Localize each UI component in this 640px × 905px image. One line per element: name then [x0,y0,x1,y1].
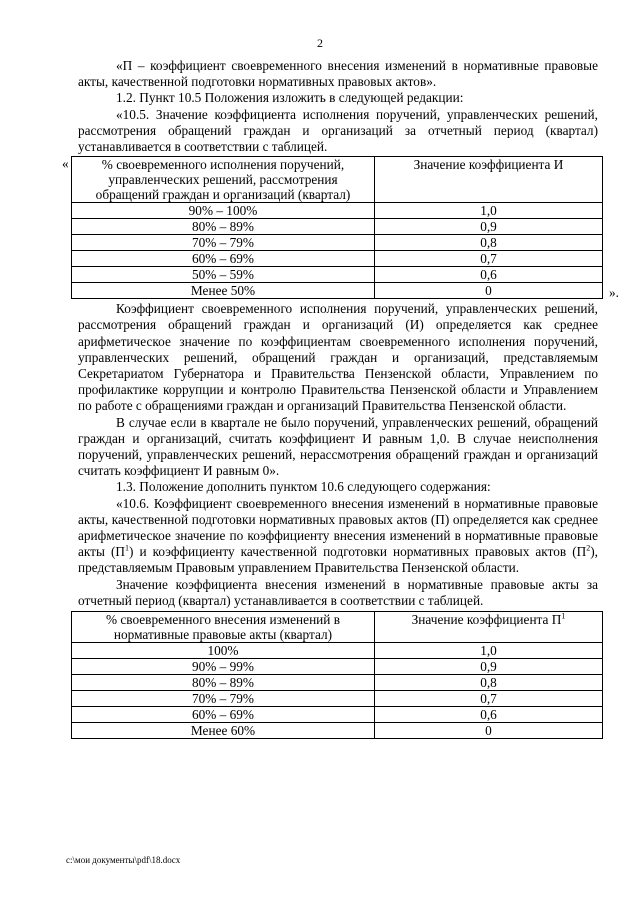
table-2-header-row [72,612,603,643]
table-2-header-value-text: Значение коэффициента П [411,612,562,628]
table-cell-value: 0 [375,283,603,299]
table-cell-range: Менее 50% [72,283,375,299]
table-cell-value: 0,7 [375,691,603,707]
footer-file-path: c:\мои документы\pdf\18.docx [66,855,181,865]
paragraph-10-5: «10.5. Значение коэффициента исполнения поручений, управленческих решений, рассмотрения обращений граждан и организаций за отчетный период (квартал) устанавливается в соответствии с таблицей. [78,106,598,155]
paragraph-clause-1-2: 1.2. Пункт 10.5 Положения изложить в следующей редакции: [116,90,464,106]
paragraph-p-definition: «П – коэффициент своевременного внесения изменений в нормативные правовые акты, качественной подготовки нормативных правовых актов». [78,58,598,90]
table-row [72,675,603,691]
table-cell-value: 0,8 [375,235,603,251]
table-cell-value: 0,9 [375,659,603,675]
table-row [72,251,603,267]
table-cell-value: 0,8 [375,675,603,691]
table-row [72,203,603,219]
table-1-header-value: Значение коэффициента И [375,157,603,203]
table-2-header-range: % своевременного внесения изменений в нормативные правовые акты (квартал) [72,612,375,643]
table-cell-range: 70% – 79% [72,235,375,251]
table-row [72,723,603,739]
table-cell-value: 0 [375,723,603,739]
table-row [72,643,603,659]
paragraph-10-6-part3: ), представляемым Правовым управлением Правительства Пензенской области. [78,544,598,576]
table-2 [71,611,603,739]
table-cell-value: 0,6 [375,267,603,283]
table-cell-value: 0,7 [375,251,603,267]
paragraph-10-6-part1: «10.6. Коэффициент своевременного внесения изменений в нормативные правовые акты, качественной подготовки нормативных правовых актов (П) определяется как среднее арифметическое значение по коэффициенту внесения изменений в нормативные правовые акты (П [78,495,598,560]
table-row [72,659,603,675]
table-cell-range: 70% – 79% [72,691,375,707]
table-1-wrapper [62,156,619,301]
table-row [72,267,603,283]
paragraph-no-orders: В случае если в квартале не было поручений, управленческих решений, обращений граждан и организаций, считать коэффициент И равным 1,0. В случае неисполнения поручений, управленческих решений, нерассмотрения обращений граждан и организаций считать коэффициент И равным 0». [78,414,598,479]
table-cell-range: 90% – 99% [72,659,375,675]
table-cell-range: 50% – 59% [72,267,375,283]
table-1-header-row [72,157,603,203]
table-row [72,235,603,251]
table-row [72,707,603,723]
table-cell-range: 80% – 89% [72,675,375,691]
table-cell-value: 0,9 [375,219,603,235]
table-2-header-value [375,612,603,643]
table-row [72,219,603,235]
table-1 [71,156,603,299]
table-cell-range: 100% [72,643,375,659]
table-1-header-range: % своевременного исполнения поручений, управленческих решений, рассмотрения обращений граждан и организаций (квартал) [72,157,375,203]
table-cell-range: Менее 60% [72,723,375,739]
superscript-2: 2 [586,543,591,553]
table-cell-range: 60% – 69% [72,251,375,267]
paragraph-10-6 [78,496,598,577]
table-cell-range: 80% – 89% [72,219,375,235]
page-number: 2 [317,36,323,50]
paragraph-clause-1-3: 1.3. Положение дополнить пунктом 10.6 следующего содержания: [116,479,491,495]
document-body [62,58,619,739]
table-cell-range: 60% – 69% [72,707,375,723]
table-cell-value: 0,6 [375,707,603,723]
paragraph-coefficient-i: Коэффициент своевременного исполнения поручений, управленческих решений, рассмотрения обращений граждан и организаций (И) определяется как среднее арифметическое значение по коэффициентам своевременного исполнения поручений, управленческих решений, обращений граждан и организаций, представляемым Секретариатом Губернатора и Правительства Пензенской области, Управлением по профилактике коррупции и контролю Правительства Пензенской области и Управлением по работе с обращениями граждан и организаций Правительства Пензенской области. [78,301,598,414]
paragraph-table-2-intro: Значение коэффициента внесения изменений в нормативные правовые акты за отчетный период (квартал) устанавливается в соответствии с таблицей. [78,576,598,608]
table-row [72,691,603,707]
table-row [72,283,603,299]
table-cell-value: 1,0 [375,643,603,659]
superscript-1: 1 [561,611,566,621]
paragraph-10-6-part2: ) и коэффициенту качественной подготовки нормативных правовых актов (П [129,544,587,560]
superscript-1: 1 [125,543,129,553]
table-1-close-quote: ». [609,285,619,301]
table-1-open-quote: « [62,156,69,172]
table-cell-value: 1,0 [375,203,603,219]
table-cell-range: 90% – 100% [72,203,375,219]
